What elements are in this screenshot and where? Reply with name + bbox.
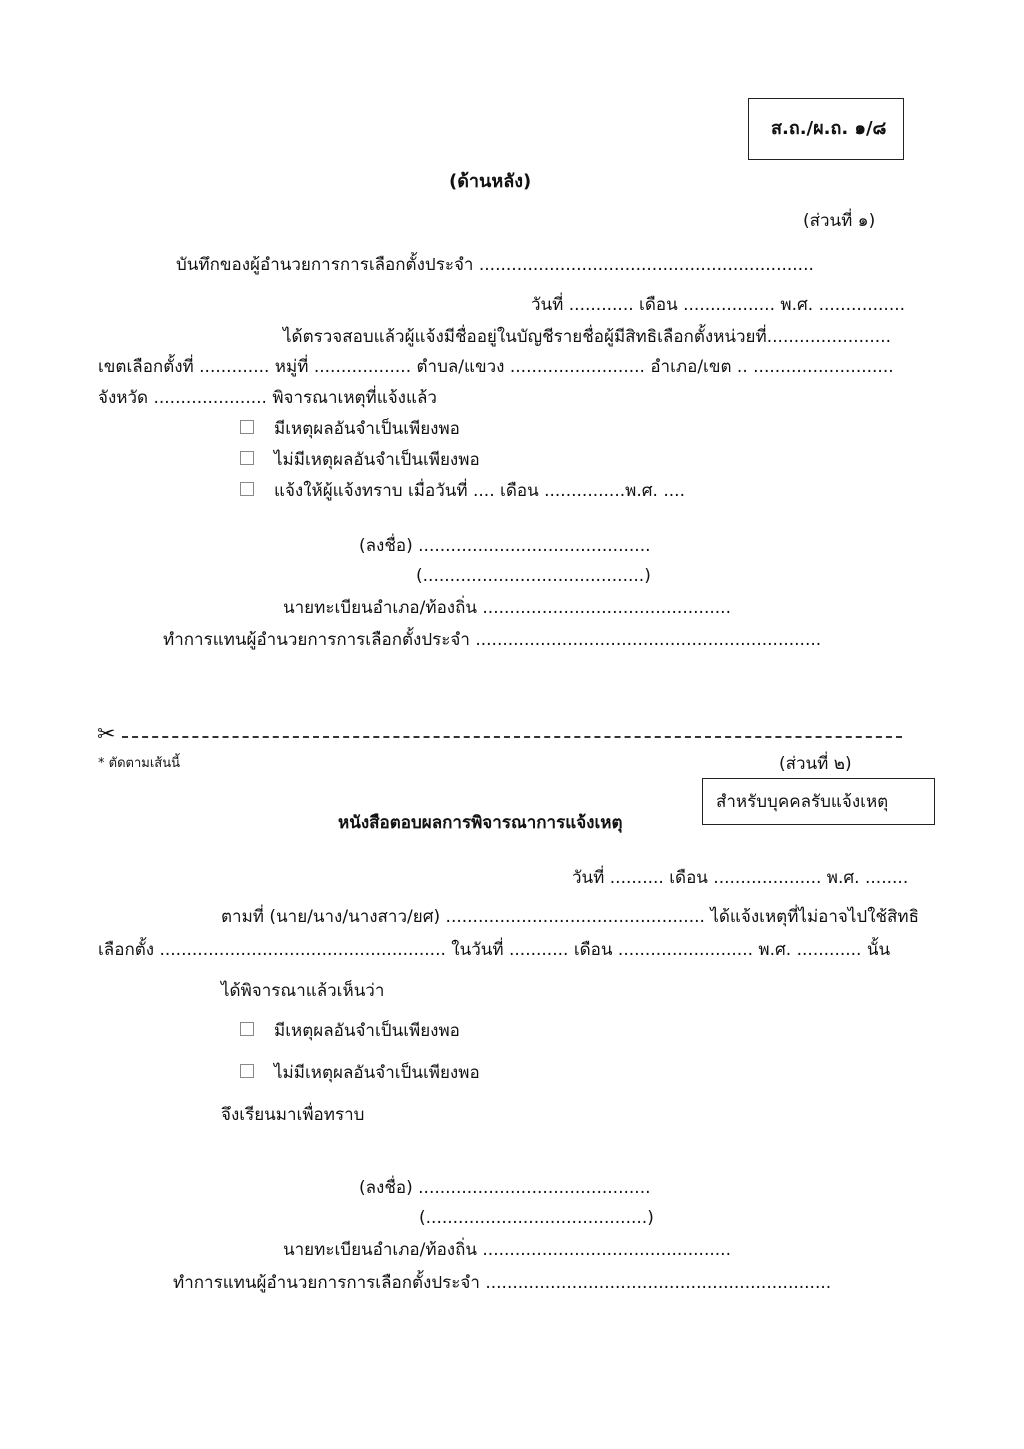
part1-label: (ส่วนที่ ๑): [803, 211, 876, 231]
part1-district-line: เขตเลือกตั้งที่ ............. หมู่ที่ .................. ตำบล/แขวง ......................... อำเภอ/เขต .. ..........................: [98, 357, 894, 377]
part1-name-line: (.........................................): [416, 566, 651, 586]
part1-check-line: ได้ตรวจสอบแล้วผู้แจ้งมีชื่ออยู่ในบัญชีรายชื่อผู้มีสิทธิเลือกตั้งหน่วยที่.......................: [283, 327, 892, 347]
part1-province-line: จังหวัด ..................... พิจารณาเหตุที่แจ้งแล้ว: [98, 388, 437, 408]
part1-acting-line: ทำการแทนผู้อำนวยการการเลือกตั้งประจำ ................................................................: [163, 630, 822, 650]
cut-dashed-line: [122, 736, 902, 738]
part2-registrar-line: นายทะเบียนอำเภอ/ท้องถิ่น ..............................................: [283, 1240, 731, 1260]
part2-ref-line: ตามที่ (นาย/นาง/นางสาว/ยศ) ................................................ ได้แจ้งเหตุที่ไม่อาจไปใช้สิทธิ: [221, 907, 920, 927]
side-label: (ด้านหลัง): [449, 171, 532, 192]
part2-option-1-checkbox[interactable]: [240, 1022, 254, 1036]
scissors-icon: ✂: [97, 722, 116, 747]
part1-registrar-line: นายทะเบียนอำเภอ/ท้องถิ่น ..............................................: [283, 598, 731, 618]
part1-option-2-label: ไม่มีเหตุผลอันจำเป็นเพียงพอ: [274, 450, 480, 470]
recipient-box-label: สำหรับบุคคลรับแจ้งเหตุ: [716, 792, 889, 812]
cut-note: * ตัดตามเส้นนี้: [98, 756, 180, 771]
part1-sign-line: (ลงชื่อ) ...........................................: [359, 536, 651, 556]
part2-date-line: วันที่ .......... เดือน .................... พ.ศ. ........: [572, 868, 909, 888]
part1-option-1-label: มีเหตุผลอันจำเป็นเพียงพอ: [274, 419, 460, 439]
part1-option-2-checkbox[interactable]: [240, 451, 254, 465]
part1-date-line: วันที่ ............ เดือน ................. พ.ศ. ................: [531, 295, 906, 315]
part2-name-line: (.........................................): [419, 1208, 654, 1228]
part2-considered: ได้พิจารณาแล้วเห็นว่า: [221, 981, 385, 1001]
part2-acting-line: ทำการแทนผู้อำนวยการการเลือกตั้งประจำ ................................................................: [173, 1273, 832, 1293]
part2-election-line: เลือกตั้ง ..................................................... ในวันที่ ........... เดือน ......................... พ.ศ. ............ นั้น: [98, 940, 891, 960]
form-code: ส.ถ./ผ.ถ. ๑/๘: [771, 118, 887, 139]
part2-closing: จึงเรียนมาเพื่อทราบ: [221, 1105, 365, 1125]
part2-title: หนังสือตอบผลการพิจารณาการแจ้งเหตุ: [338, 813, 623, 833]
part2-sign-line: (ลงชื่อ) ...........................................: [359, 1178, 651, 1198]
part2-label: (ส่วนที่ ๒): [779, 754, 852, 774]
part2-option-2-checkbox[interactable]: [240, 1064, 254, 1078]
part1-option-3-label: แจ้งให้ผู้แจ้งทราบ เมื่อวันที่ .... เดือน ...............พ.ศ. ....: [274, 481, 685, 501]
part2-option-2-label: ไม่มีเหตุผลอันจำเป็นเพียงพอ: [274, 1063, 480, 1083]
part1-option-3-checkbox[interactable]: [240, 482, 254, 496]
part2-option-1-label: มีเหตุผลอันจำเป็นเพียงพอ: [274, 1021, 460, 1041]
part1-record-line: บันทึกของผู้อำนวยการการเลือกตั้งประจำ ..............................................................: [176, 255, 814, 275]
part1-option-1-checkbox[interactable]: [240, 420, 254, 434]
